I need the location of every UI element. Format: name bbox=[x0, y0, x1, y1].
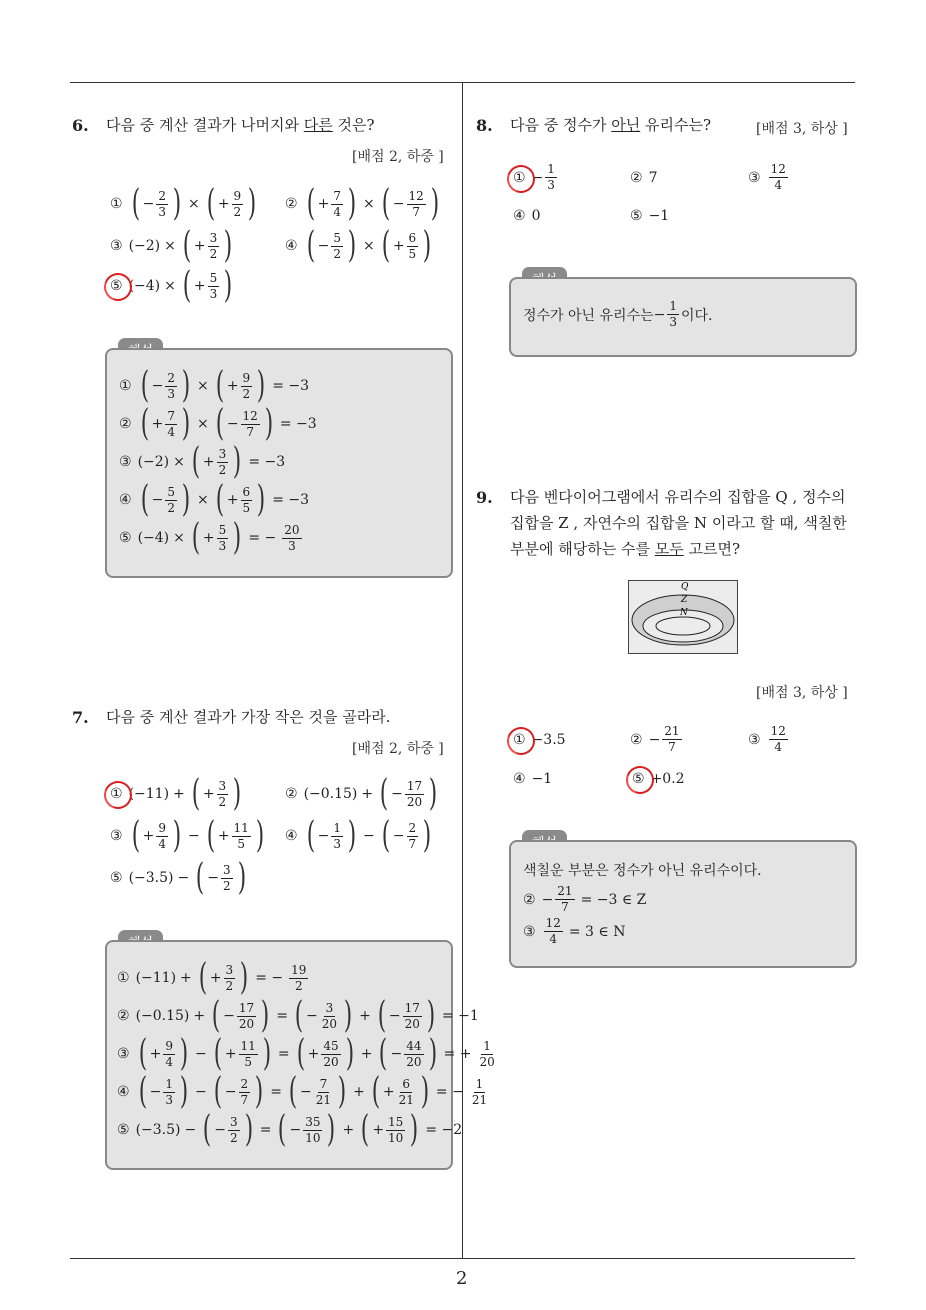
q7-choice-3[interactable]: ③ ( + 9 4 ) − ( + 11 5 ) bbox=[110, 815, 265, 856]
q9-choice-2[interactable]: ② − 21 7 bbox=[630, 724, 680, 754]
q7-number: 7. bbox=[72, 708, 89, 727]
q6-choice-3[interactable]: ③ (−2) × ( + 3 2 ) bbox=[110, 225, 233, 266]
q6-text: 다음 중 계산 결과가 나머지와 다른 것은? bbox=[106, 116, 375, 134]
q9-sol-3: ③ $\frac{12}{4}$ = 3 ∈ N bbox=[523, 916, 626, 946]
q8-choice-3[interactable]: ③ 12 4 bbox=[748, 162, 786, 192]
q7-text: 다음 중 계산 결과가 가장 작은 것을 골라라. bbox=[106, 708, 391, 726]
q7-score: [배점 2, 하중 ] bbox=[352, 741, 444, 757]
q7-choice-5[interactable]: ⑤ (−3.5) − ( − 3 2 ) bbox=[110, 857, 246, 898]
q9-sol-line1: 색칠운 부분은 정수가 아닌 유리수이다. bbox=[523, 863, 762, 879]
q8-sol: 정수가 아닌 유리수는 − 1 3 이다. bbox=[523, 299, 713, 329]
q9-choice-3[interactable]: ③ 12 4 bbox=[748, 724, 786, 754]
q7-solution-box bbox=[105, 940, 495, 1170]
q8-text: 다음 중 정수가 아닌 유리수는? bbox=[510, 116, 712, 134]
q6-sol-1: ① ( − 2 3 ) × ( + 9 2 ) = −3 bbox=[119, 365, 310, 406]
q7-choice-1[interactable]: ① (−11) + ( + 3 2 ) bbox=[110, 773, 242, 814]
q9-choice-4[interactable]: ④ −1 bbox=[513, 771, 553, 787]
q9-solution-box bbox=[509, 840, 857, 968]
q6-choice-5[interactable]: ⑤ (−4) × ( + 5 3 ) bbox=[110, 265, 233, 306]
q9-number: 9. bbox=[476, 488, 493, 507]
q6-number: 6. bbox=[72, 116, 89, 135]
venn-label-n: N bbox=[680, 608, 688, 618]
q8-score: [배점 3, 하상 ] bbox=[756, 121, 848, 137]
q6-sol-2: ② ( + 7 4 ) × ( − 12 7 ) = −3 bbox=[119, 403, 317, 444]
q7-sol-3: ③ ( + 9 4 ) − ( + 11 5 ) = ( + 45 20 ) + ( − 44 20 ) = + $\frac{1}{20}$ bbox=[117, 1033, 495, 1074]
q7-sol-2: ② (−0.15) + ( − 17 20 ) = ( − 3 20 ) + ( − 17 20 ) = −1 bbox=[117, 995, 479, 1036]
answer-mark: ⑤ bbox=[110, 278, 123, 294]
bottom-rule bbox=[70, 1258, 855, 1259]
q7-sol-4: ④ ( − 1 3 ) − ( − 2 7 ) = ( − 7 21 ) + ( + 6 21 ) = − $\frac{1}{21}$ bbox=[117, 1071, 488, 1112]
q6-sol-3: ③ (−2) × ( + 3 2 ) = −3 bbox=[119, 441, 286, 482]
q9-line1: 다음 벤다이어그램에서 유리수의 집합을 Q , 정수의 bbox=[510, 488, 846, 506]
q9-sol-2: ② − $\frac{21}{7}$ = −3 ∈ Z bbox=[523, 884, 647, 914]
q7-sol-1: ① (−11) + ( + 3 2 ) = − $\frac{19}{2}$ bbox=[117, 957, 307, 998]
page-number: 2 bbox=[456, 1268, 468, 1289]
q8-choice-2[interactable]: ② 7 bbox=[630, 170, 658, 186]
q7-sol-5: ⑤ (−3.5) − ( − 3 2 ) = ( − 35 10 ) + ( + 15 10 ) = −2 bbox=[117, 1109, 463, 1150]
q8-choice-4[interactable]: ④ 0 bbox=[513, 208, 541, 224]
q7-choice-2[interactable]: ② (−0.15) + ( − 17 20 ) bbox=[285, 773, 438, 814]
q6-solution-box bbox=[105, 348, 453, 578]
q8-solution-box bbox=[509, 277, 857, 357]
q6-choice-2[interactable]: ② ( + 7 4 ) × ( − 12 7 ) bbox=[285, 183, 440, 224]
q9-choice-1[interactable]: ① −3.5 bbox=[513, 732, 566, 748]
q6-choice-1[interactable]: ① ( − 2 3 ) × ( + 9 2 ) bbox=[110, 183, 257, 224]
answer-mark: ① bbox=[513, 169, 526, 186]
q9-choice-5[interactable]: ⑤ +0.2 bbox=[632, 771, 685, 787]
venn-label-q: Q bbox=[681, 582, 689, 592]
answer-mark: ⑤ bbox=[632, 771, 645, 787]
q9-line2: 집합을 Z , 자연수의 집합을 N 이라고 할 때, 색칠한 bbox=[510, 514, 847, 532]
venn-label-z: Z bbox=[681, 595, 688, 605]
q6-sol-4: ④ ( − 5 2 ) × ( + 6 5 ) = −3 bbox=[119, 479, 310, 520]
q6-sol-5: ⑤ (−4) × ( + 5 3 ) = − $\frac{20}{3}$ bbox=[119, 517, 300, 558]
q8-choice-1[interactable]: ① − 1 3 bbox=[513, 162, 555, 192]
q6-score: [배점 2, 하중 ] bbox=[352, 149, 444, 165]
venn-diagram bbox=[628, 580, 738, 654]
answer-mark: ① bbox=[513, 732, 526, 748]
q9-score: [배점 3, 하상 ] bbox=[756, 685, 848, 701]
q8-choice-5[interactable]: ⑤ −1 bbox=[630, 208, 670, 224]
answer-mark: ① bbox=[110, 786, 123, 802]
q7-choice-4[interactable]: ④ ( − 1 3 ) − ( − 2 7 ) bbox=[285, 815, 432, 856]
q6-choice-4[interactable]: ④ ( − 5 2 ) × ( + 6 5 ) bbox=[285, 225, 432, 266]
q9-line3: 부분에 해당하는 수를 모두 고르면? bbox=[510, 540, 740, 558]
q8-number: 8. bbox=[476, 116, 493, 135]
